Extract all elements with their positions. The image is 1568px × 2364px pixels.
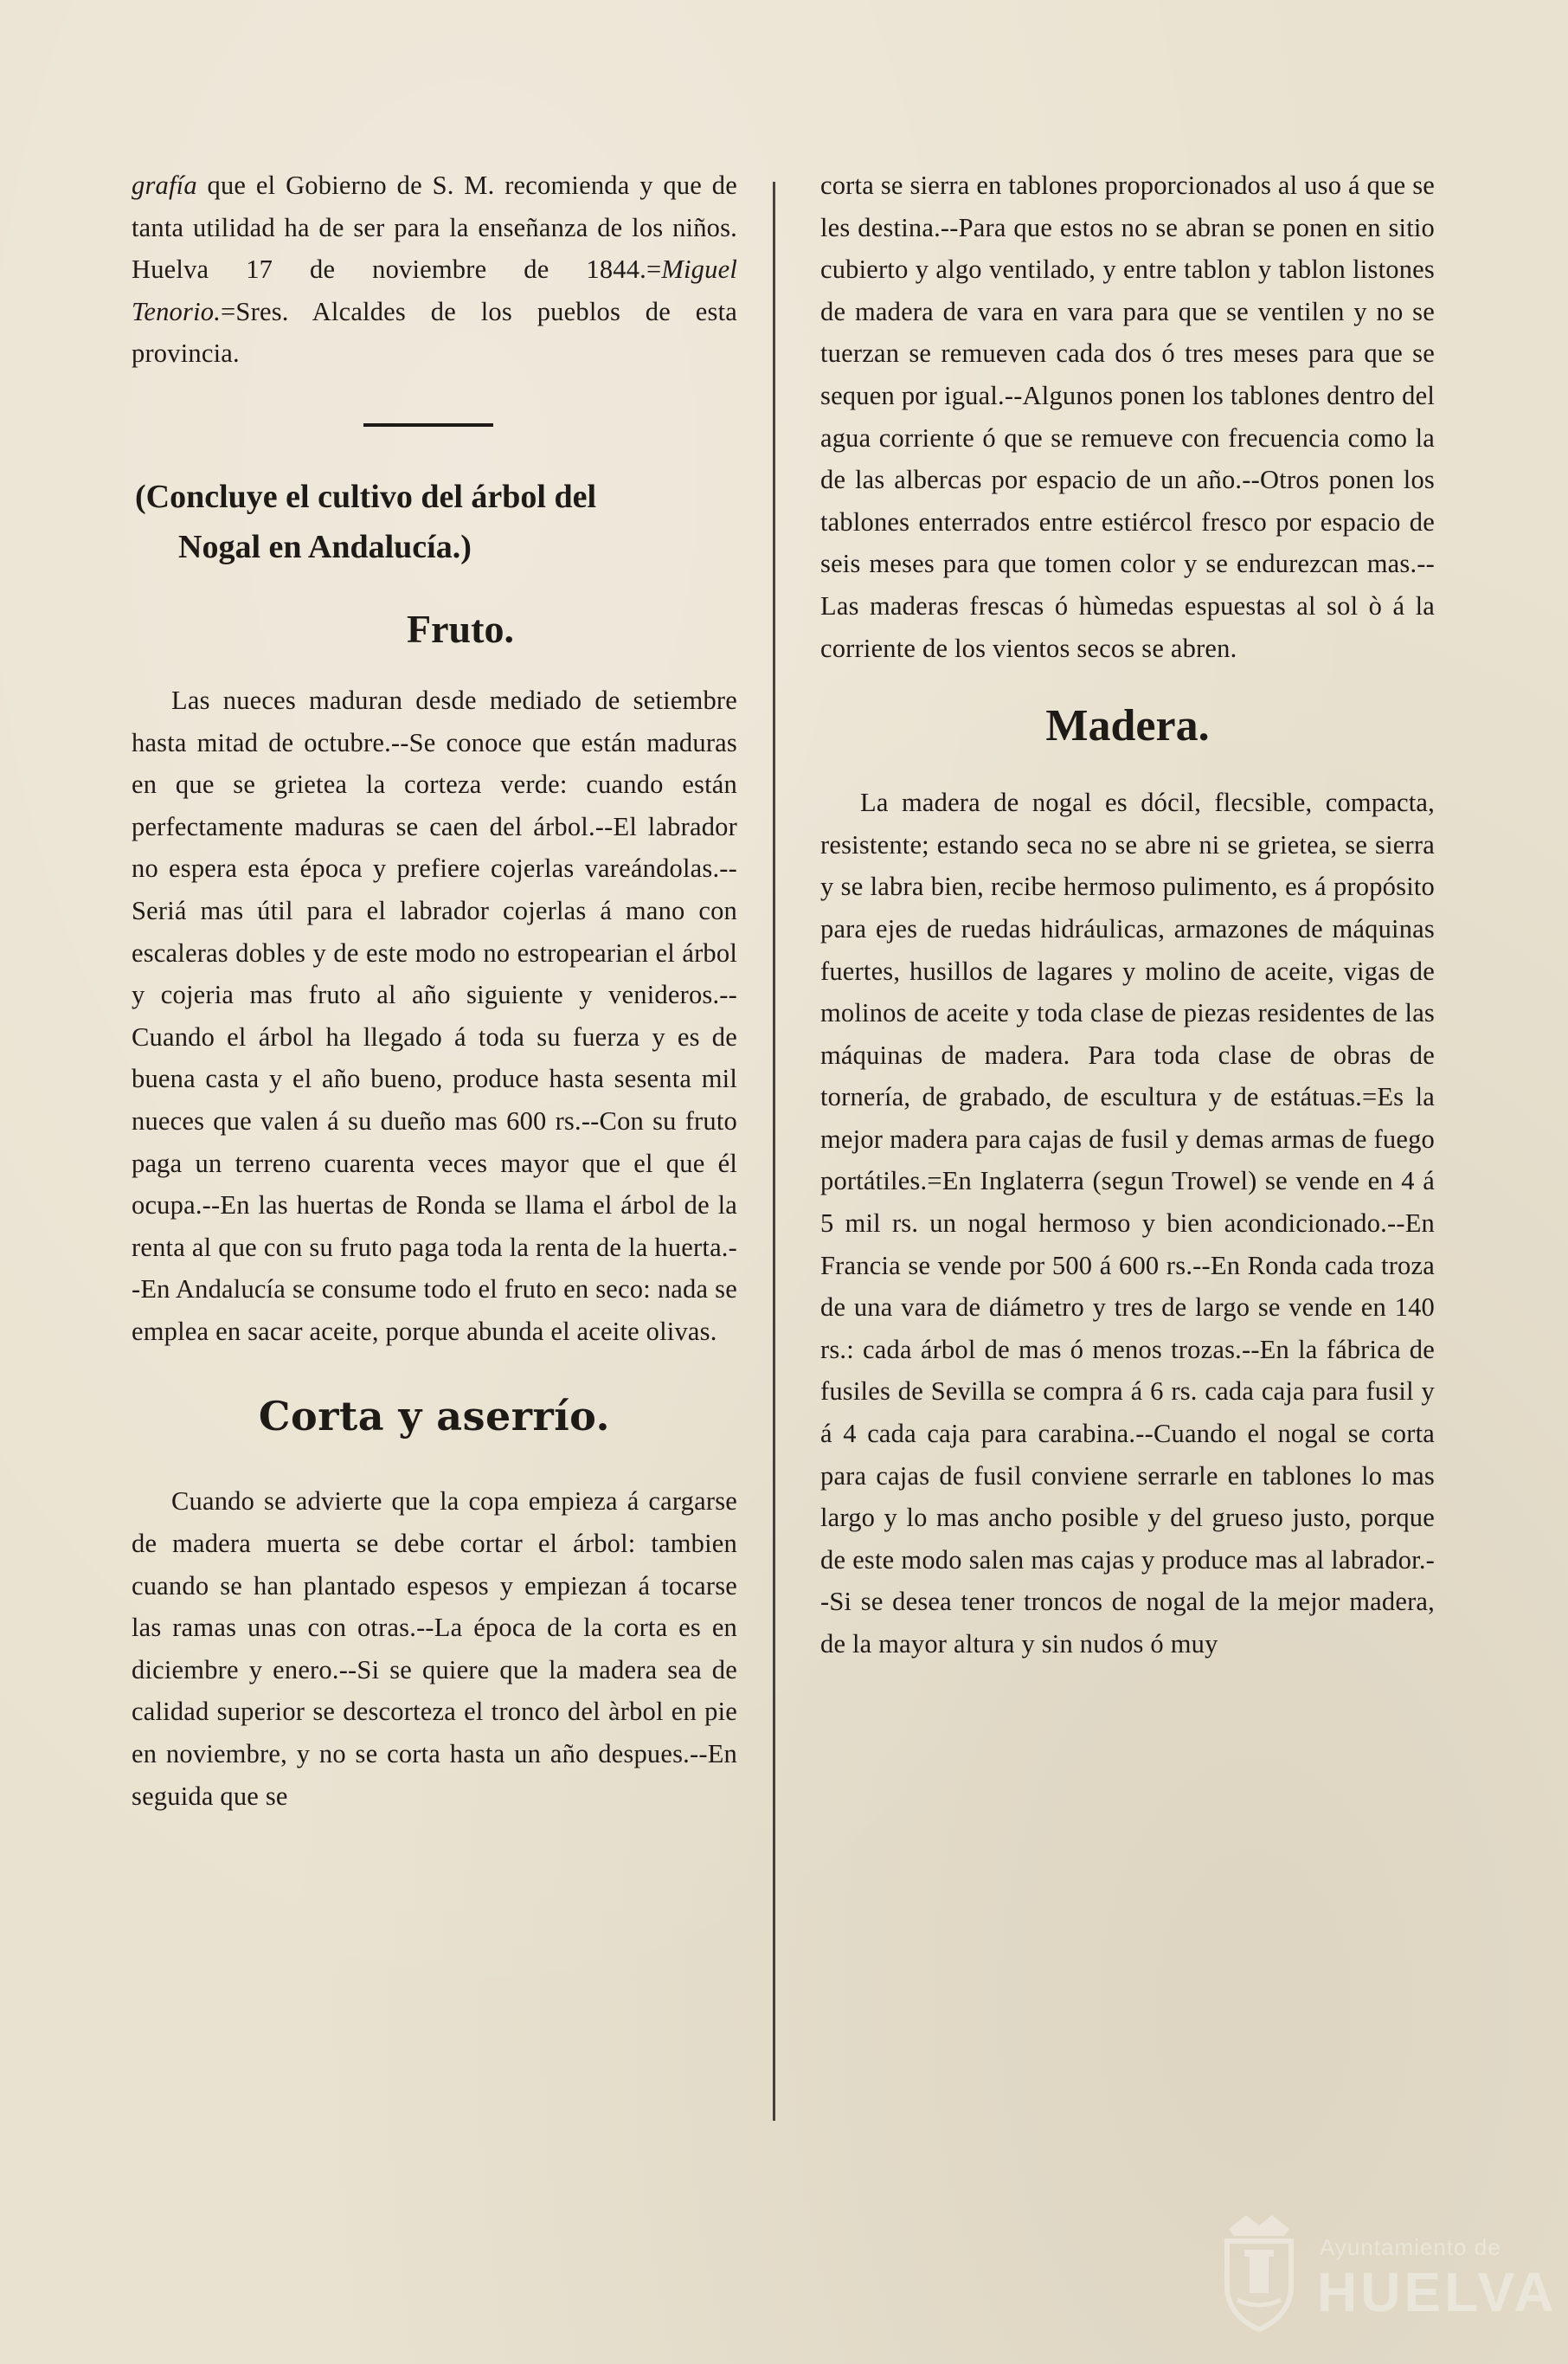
intro-paragraph bbox=[132, 164, 737, 375]
watermark bbox=[1211, 2203, 1558, 2333]
paragraph-fruto: Las nueces maduran desde mediado de setiembre hasta mitad de octubre.--Se conoce que están maduras en que se grietea la corteza verde: cuando están perfectamente maduras se caen del árbol.--El labrador no espera esta época y prefiere cojerlas vareándolas.--Seriá mas útil para el labrador cojerlas á mano con escaleras dobles y de este modo no estropearian el árbol y cojeria mas fruto al año siguiente y venideros.--Cuando el árbol ha llegado á toda su fuerza y es de buena casta y el año bueno, produce hasta sesenta mil nueces que valen á su dueño mas 600 rs.--Con su fruto paga un terreno cuarenta veces mayor que el que él ocupa.--En las huertas de Ronda se llama el árbol de la renta al que con su fruto paga toda la renta de la huerta.--En Andalucía se consume todo el fruto en seco: nada se emplea en sacar aceite, porque abunda el aceite olivas. bbox=[132, 685, 737, 1346]
left-column bbox=[132, 164, 737, 1817]
watermark-small-text: Ayuntamiento de bbox=[1320, 2234, 1501, 2260]
signature: Miguel Tenorio. bbox=[132, 254, 737, 326]
paragraph-madera: La madera de nogal es dócil, flecsible, compacta, resistente; estando seca no se abre ni se grietea, se sierra y se labra bien, recibe hermoso pulimento, es á propósito para ejes de ruedas hidráulicas, armazones de máquinas fuertes, husillos de lagares y molino de aceite, vigas de molinos de aceite y toda clase de piezas residentes de las máquinas de madera. Para toda clase de obras de tornería, de grabado, de escultura y de estátuas.=Es la mejor madera para cajas de fusil y demas armas de fuego portátiles.=En Inglaterra (segun Trowel) se vende en 4 á 5 mil rs. un nogal hermoso y bien acondicionado.--En Francia se vende por 500 á 600 rs.--En Ronda cada troza de una vara de diámetro y tres de largo se vende en 140 rs.: cada árbol de mas ó menos trozas.--En la fábrica de fusiles de Sevilla se compra á 6 rs. cada caja para fusil y á 4 cada caja para carabina.--Cuando el nogal se corta para cajas de fusil conviene serrarle en tablones lo mas largo y lo mas ancho posible y del grueso justo, porque de este modo salen mas cajas y produce mas al labrador.--Si se desea tener troncos de nogal de la mejor madera, de la mayor altura y sin nudos ó muy bbox=[820, 788, 1435, 1659]
chapter-title-line-1: (Concluye el cultivo del árbol del bbox=[135, 478, 597, 515]
section-divider bbox=[363, 423, 493, 427]
chapter-title-line-2: Nogal en Andalucía.) bbox=[178, 528, 472, 565]
intro-lead-word: grafía bbox=[132, 171, 197, 200]
heading-corta: Corta y aserrío. bbox=[258, 1393, 611, 1440]
watermark-big-text: HUELVA bbox=[1317, 2261, 1558, 2323]
heading-fruto: Fruto. bbox=[407, 606, 514, 651]
intro-closing: =Sres. Alcaldes de los pueblos de esta provincia. bbox=[132, 296, 737, 369]
heading-madera: Madera. bbox=[1045, 701, 1210, 751]
intro-text: que el Gobierno de S. M. recomienda y que de tanta utilidad ha de ser para la enseñanza de los niños. Huelva 17 de noviembre de 1844.= bbox=[132, 171, 737, 285]
chapter-title bbox=[132, 472, 737, 572]
column-rule bbox=[773, 182, 775, 2121]
paragraph-corta-continued: corta se sierra en tablones proporcionados al uso á que se les destina.--Para que estos no se abran se ponen en sitio cubierto y algo ventilado, y entre tablon y tablon listones de madera de vara en vara para que se ventilen y no se tuerzan se remueven cada dos ó tres meses para que se sequen por igual.--Algunos ponen los tablones dentro del agua corriente ó que se remueve con frecuencia como la de las albercas por espacio de un año.--Otros ponen los tablones enterrados entre estiércol fresco por espacio de seis meses para que tomen color y se endurezcan mas.--Las maderas frescas ó hùmedas espuestas al sol ò á la corriente de los vientos secos se abren. bbox=[820, 171, 1435, 663]
right-column bbox=[820, 164, 1435, 1665]
huelva-coat-of-arms-icon bbox=[1211, 2203, 1307, 2333]
paragraph-corta: Cuando se advierte que la copa empieza á cargarse de madera muerta se debe cortar el árbol: tambien cuando se han plantado espesos y empiezan á tocarse las ramas unas con otras.--La época de la corta es en diciembre y enero.--Si se quiere que la madera sea de calidad superior se descorteza el tronco del àrbol en pie en noviembre, y no se corta hasta un año despues.--En seguida que se bbox=[132, 1486, 737, 1811]
